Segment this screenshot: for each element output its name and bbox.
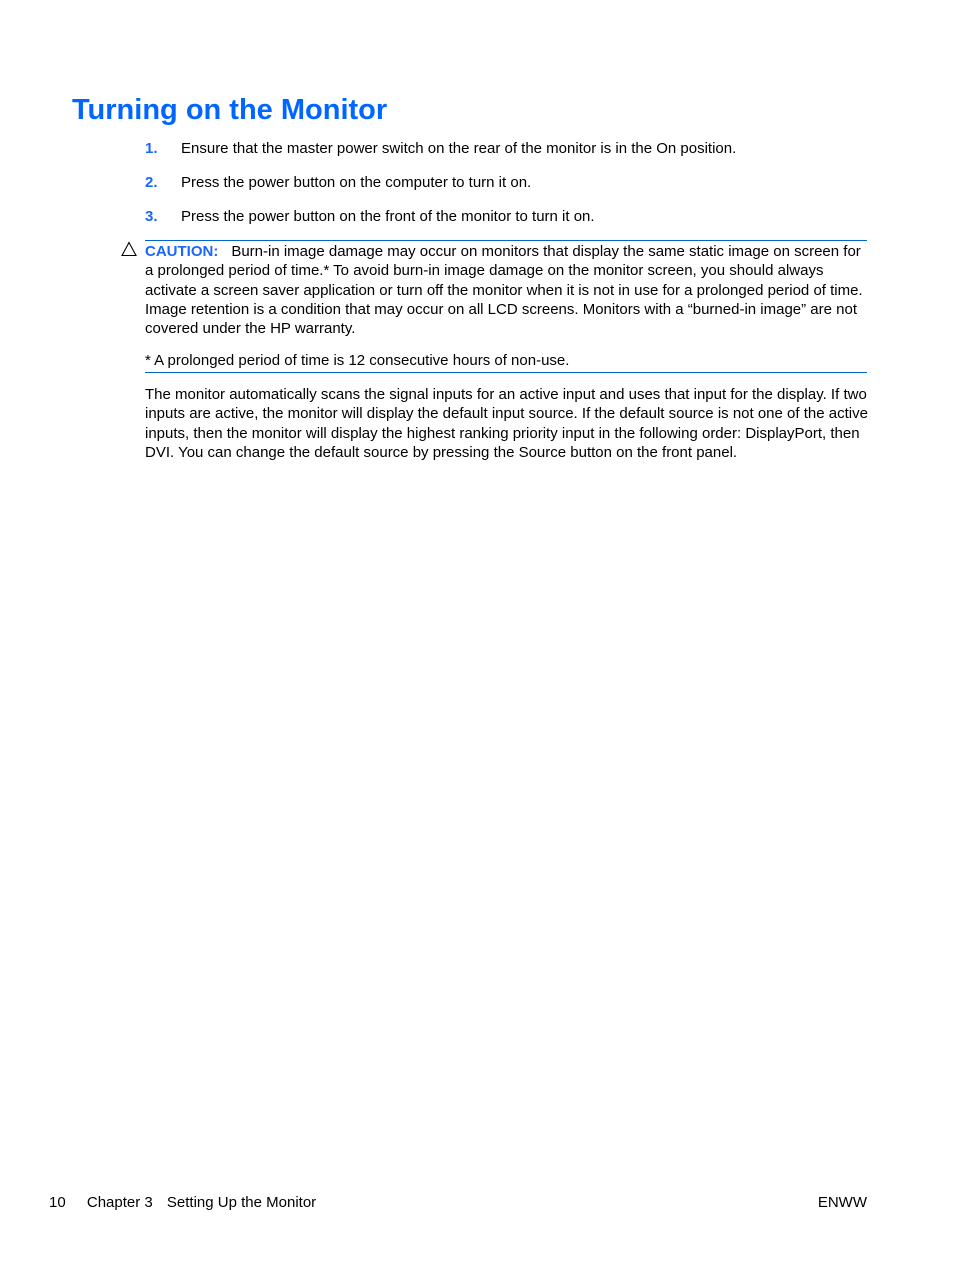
step-number: 1. bbox=[145, 140, 158, 157]
caution-notice bbox=[145, 240, 867, 373]
steps-list bbox=[145, 139, 867, 241]
step-text: Press the power button on the front of the monitor to turn it on. bbox=[181, 208, 595, 225]
step-text: Press the power button on the computer to turn it on. bbox=[181, 174, 532, 191]
footer-locale: ENWW bbox=[817, 1194, 867, 1211]
caution-label: CAUTION: bbox=[145, 243, 219, 260]
page-footer bbox=[49, 1193, 316, 1212]
footer-chapter: Chapter 3 bbox=[86, 1194, 153, 1211]
step-number: 3. bbox=[145, 208, 158, 225]
caution-text: Burn-in image damage may occur on monitors that display the same static image on screen for a prolonged period of time.* To avoid burn-in image damage on the monitor screen, you should always activate a screen saver application or turn off the monitor when it is not in use for a prolonged period of time. Image retention is a condition that may occur on all LCD screens. Monitors with a “burned-in image” are not covered under the HP warranty. bbox=[145, 243, 863, 338]
caution-footnote: * A prolonged period of time is 12 consecutive hours of non-use. bbox=[145, 352, 570, 369]
step-text: Ensure that the master power switch on the rear of the monitor is in the On position. bbox=[181, 140, 737, 157]
page-title: Turning on the Monitor bbox=[72, 94, 388, 126]
list-item bbox=[145, 139, 867, 173]
body-paragraph: The monitor automatically scans the signal inputs for an active input and uses that input for the display. If two inputs are active, the monitor will display the default input source. If the default source is not one of the active inputs, then the monitor will display the highest ranking priority input in the following order: DisplayPort, then DVI. You can change the default source by pressing the Source button on the front panel. bbox=[145, 386, 868, 461]
caution-triangle-icon bbox=[121, 241, 137, 257]
list-item bbox=[145, 207, 867, 241]
step-number: 2. bbox=[145, 174, 158, 191]
caution-paragraph bbox=[145, 242, 867, 338]
page-number: 10 bbox=[49, 1194, 66, 1211]
footer-chapter-title: Setting Up the Monitor bbox=[166, 1194, 317, 1211]
list-item bbox=[145, 173, 867, 207]
